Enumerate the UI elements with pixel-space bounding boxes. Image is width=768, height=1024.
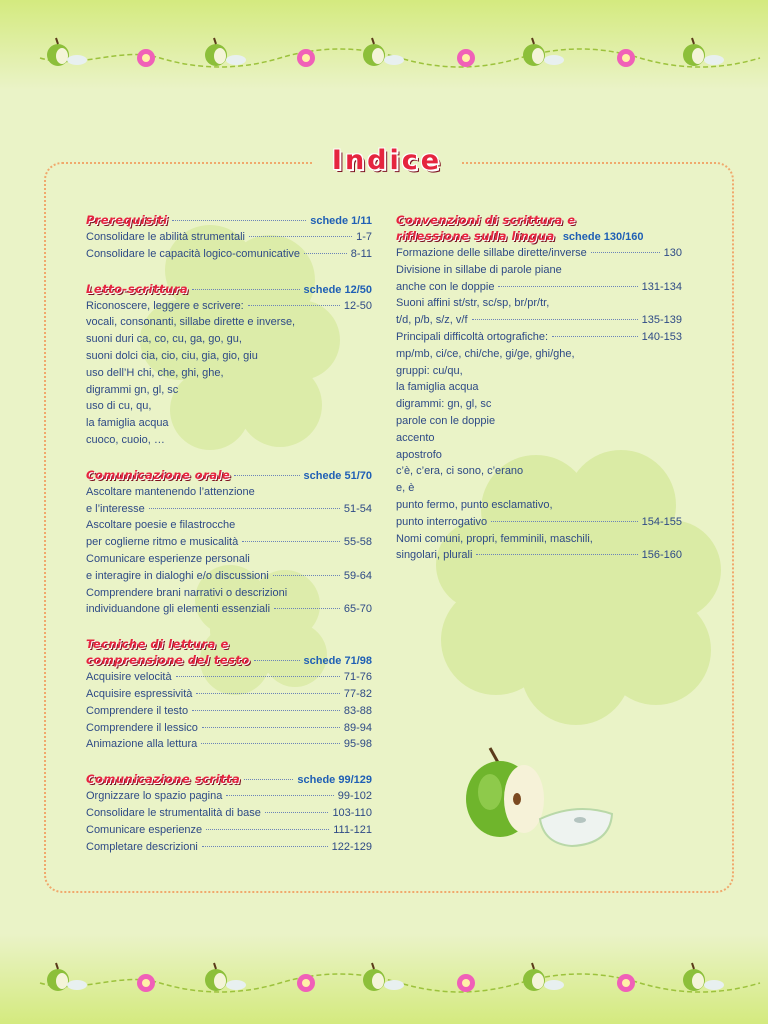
section-title: comprensione del testo [86,653,250,668]
entry-text: e interagire in dialoghi e/o discussioni [86,569,269,582]
section-pages: schede 51/70 [303,469,372,482]
entry-pages: 1-7 [356,231,372,243]
pink-flower-icon [297,49,315,67]
entry-text: Completare descrizioni [86,840,198,853]
green-apple-icon [523,38,564,66]
green-apple-icon [363,38,404,66]
section-pages: schede 71/98 [303,655,372,668]
entry-text: Comprendere brani narrativi o descrizioni [86,586,288,599]
entry-pages: 89-94 [343,721,372,734]
entry-line [396,346,682,363]
entry-text: punto interrogativo [396,515,488,528]
entry-text: Suoni affini st/str, sc/sp, br/pr/tr, [396,297,550,310]
right-column [396,212,682,564]
entry-text: singolari, plurali [396,549,473,562]
entry-line [396,463,682,480]
green-apple-icon [523,963,564,991]
section-letto-scrittura [86,281,372,449]
green-apple-icon [363,963,404,991]
entry-pages: 59-64 [343,569,372,582]
pink-flower-icon [137,974,155,992]
entry-text: Animazione alla lettura [86,738,198,751]
entry-text: mp/mb, ci/ce, chi/che, gi/ge, ghi/ghe, [396,347,575,360]
entry-line [396,363,682,380]
entry-line [396,514,682,531]
entry-pages: 111-121 [333,823,372,836]
section-title: Letto-scrittura [86,281,189,296]
section-pages: schede 12/50 [303,283,372,296]
entry-line [396,245,682,262]
pink-flower-icon [137,49,155,67]
green-apple-icon [462,744,622,854]
entry-text: Orgnizzare lo spazio pagina [86,790,223,803]
entry-text: Comunicare esperienze [86,823,203,836]
entry-text: Principali difficoltà ortografiche: [396,330,549,343]
pink-flower-icon [297,974,315,992]
entry-line [396,547,682,564]
green-apple-icon [205,963,246,991]
entry-text: individuandone gli elementi essenziali [86,603,271,616]
green-apple-icon [205,38,246,66]
pink-flower-icon [617,974,635,992]
entry-pages: 71-76 [343,671,372,684]
entry-line [396,329,682,346]
entry-text: gruppi: cu/qu, [396,364,463,377]
entry-line [396,413,682,430]
entry-text: e, è [396,482,415,495]
entry-line [396,497,682,514]
section-pages: schede 99/129 [297,774,372,787]
entry-text: Comunicare esperienze personali [86,552,250,565]
entry-line: vocali, consonanti, sillabe dirette e inverse, [86,316,296,329]
pink-flower-icon [457,49,475,67]
entry-text: Riconoscere, leggere e scrivere: [86,299,244,312]
bottom-garland [0,955,768,1005]
left-column [86,212,372,873]
entry-line: la famiglia acqua [86,417,169,430]
entry-text: parole con le doppie [396,414,496,427]
entry-pages: 140-153 [641,330,682,343]
entry-line [396,531,682,548]
entry-pages: 131-134 [641,280,682,293]
entry-pages: 77-82 [343,687,372,700]
section-title: Comunicazione orale [86,467,231,482]
page-title: Indice [312,142,462,182]
entry-text: Acquisire espressività [86,687,193,700]
entry-text: Ascoltare mantenendo l’attenzione [86,485,255,498]
entry-text: la famiglia acqua [396,381,479,394]
entry-text: Nomi comuni, propri, femminili, maschili, [396,532,593,545]
section-prerequisiti [86,212,372,263]
entry-line: suoni dolci cia, cio, ciu, gia, gio, giu [86,349,258,362]
section-pages: schede 130/160 [562,231,644,243]
entry-line: uso di cu, qu, [86,400,152,413]
entry-text: per coglierne ritmo e musicalità [86,536,239,549]
entry-pages: 130 [663,247,682,259]
entry-line [396,396,682,413]
entry-text: digrammi: gn, gl, sc [396,398,492,411]
green-apple-icon [683,963,724,991]
entry-line: uso dell’H chi, che, ghi, ghe, [86,366,224,379]
entry-pages: 154-155 [641,515,682,528]
entry-text: Consolidare le abilità strumentali [86,231,245,243]
entry-text: anche con le doppie [396,280,495,293]
pink-flower-icon [617,49,635,67]
entry-line: digrammi gn, gl, sc [86,383,179,396]
entry-line: cuoco, cuoio, … [86,433,165,446]
entry-text: punto fermo, punto esclamativo, [396,498,553,511]
entry-pages: 103-110 [332,806,372,819]
right-entries [396,245,682,564]
entry-pages: 12-50 [343,299,372,312]
top-garland [0,30,768,80]
entry-line [396,480,682,497]
section-pages: schede 1/11 [310,215,372,227]
entry-line [396,430,682,447]
entry-line [396,447,682,464]
entry-text: Comprendere il lessico [86,721,198,734]
entry-pages: 95-98 [343,738,372,751]
section-title: Prerequisiti [86,213,168,227]
entry-pages: 122-129 [331,840,372,853]
entry-pages: 135-139 [641,314,682,327]
entry-text: Divisione in sillabe di parole piane [396,263,562,276]
entry-line [396,312,682,329]
entry-line [396,262,682,279]
entry-line [396,279,682,296]
green-apple-icon [683,38,724,66]
pink-flower-icon [457,974,475,992]
entry-pages: 8-11 [350,247,372,260]
entry-line [396,295,682,312]
entry-text: apostrofo [396,448,442,461]
entry-text: Ascoltare poesie e filastrocche [86,519,236,532]
entry-text: Formazione delle sillabe dirette/inverse [396,247,587,259]
entry-text: Comprendere il testo [86,704,189,717]
entry-line [396,379,682,396]
section-title: Tecniche di lettura e [86,637,229,652]
section-title: riflessione sulla lingua [396,229,555,243]
entry-pages: 83-88 [343,704,372,717]
entry-pages: 65-70 [343,603,372,616]
entry-text: Consolidare le strumentalità di base [86,806,261,819]
entry-text: c’è, c’era, ci sono, c’erano [396,465,524,478]
entry-pages: 99-102 [337,790,372,803]
entry-line: suoni duri ca, co, cu, ga, go, gu, [86,333,242,346]
section-comunicazione-orale [86,467,372,618]
entry-pages: 55-58 [343,536,372,549]
entry-pages: 51-54 [343,502,372,515]
section-title: Comunicazione scritta [86,772,241,787]
section-title: Convenzioni di scrittura e [396,213,576,227]
entry-pages: 156-160 [641,549,682,562]
section-comunicazione-scritta [86,771,372,855]
entry-text: Consolidare le capacità logico-comunicative [86,247,301,260]
entry-text: Acquisire velocità [86,671,172,684]
section-tecniche-lettura [86,636,372,753]
entry-text: e l’interesse [86,502,145,515]
entry-text: accento [396,431,435,444]
entry-text: t/d, p/b, s/z, v/f [396,314,468,327]
